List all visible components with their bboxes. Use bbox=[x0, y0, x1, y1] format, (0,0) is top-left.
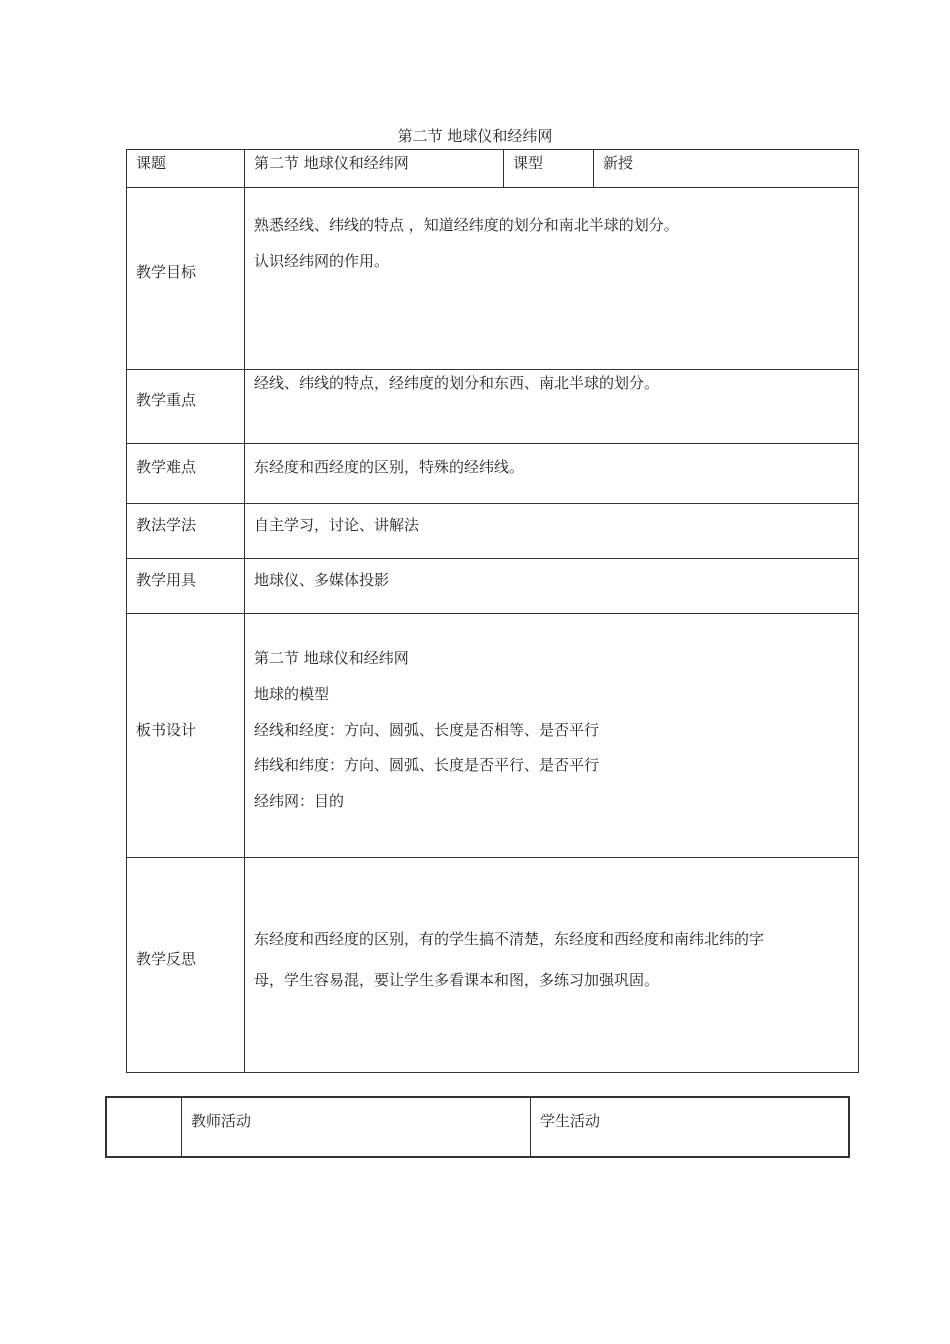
board-design-line: 纬线和纬度：方向、圆弧、长度是否平行、是否平行 bbox=[254, 756, 600, 774]
objectives-label: 教学目标 bbox=[136, 263, 197, 281]
activity-border-left bbox=[105, 1096, 107, 1158]
difficulties-text: 东经度和西经度的区别，特殊的经纬线。 bbox=[254, 458, 525, 476]
table-border-top bbox=[126, 149, 859, 150]
table-column-divider bbox=[244, 149, 245, 1073]
topic-label: 课题 bbox=[136, 154, 167, 172]
lesson-type-label: 课型 bbox=[513, 154, 544, 172]
table-border-left bbox=[126, 149, 127, 1073]
tools-label: 教学用具 bbox=[136, 571, 197, 589]
table-border-bottom bbox=[126, 1072, 859, 1073]
methods-label: 教法学法 bbox=[136, 516, 197, 534]
topic-value: 第二节 地球仪和经纬网 bbox=[254, 154, 409, 172]
key-points-text: 经线、纬线的特点，经纬度的划分和东西、南北半球的划分。 bbox=[254, 374, 660, 392]
table-border-right bbox=[858, 149, 859, 1073]
student-activity-header: 学生活动 bbox=[540, 1112, 601, 1130]
tools-text: 地球仪、多媒体投影 bbox=[254, 571, 390, 589]
table-row-divider bbox=[126, 503, 859, 504]
activity-column-divider bbox=[181, 1096, 182, 1158]
reflection-text: 东经度和西经度的区别，有的学生搞不清楚，东经度和西经度和南纬北纬的字 bbox=[254, 930, 765, 948]
table-column-divider bbox=[503, 149, 504, 187]
table-column-divider bbox=[593, 149, 594, 187]
table-row-divider bbox=[126, 187, 859, 188]
board-design-line: 经纬网：目的 bbox=[254, 792, 345, 810]
activity-border-bottom bbox=[105, 1156, 850, 1158]
activity-border-right bbox=[848, 1096, 850, 1158]
activity-column-divider bbox=[530, 1096, 531, 1158]
table-row-divider bbox=[126, 558, 859, 559]
table-row-divider bbox=[126, 369, 859, 370]
reflection-label: 教学反思 bbox=[136, 950, 197, 968]
table-row-divider bbox=[126, 443, 859, 444]
teacher-activity-header: 教师活动 bbox=[191, 1112, 252, 1130]
table-row-divider bbox=[126, 857, 859, 858]
objectives-line: 熟悉经线、纬线的特点 ，知道经纬度的划分和南北半球的划分。 bbox=[254, 216, 679, 234]
board-design-label: 板书设计 bbox=[136, 721, 197, 739]
methods-text: 自主学习，讨论、讲解法 bbox=[254, 516, 420, 534]
activity-border-top bbox=[105, 1096, 850, 1098]
lesson-type-value: 新授 bbox=[603, 154, 634, 172]
board-design-line: 经线和经度：方向、圆弧、长度是否相等、是否平行 bbox=[254, 721, 600, 739]
key-points-label: 教学重点 bbox=[136, 391, 197, 409]
board-design-line: 地球的模型 bbox=[254, 685, 330, 703]
table-row-divider bbox=[126, 613, 859, 614]
board-design-line: 第二节 地球仪和经纬网 bbox=[254, 649, 409, 667]
reflection-text: 母，学生容易混，要让学生多看课本和图，多练习加强巩固。 bbox=[254, 971, 660, 989]
difficulties-label: 教学难点 bbox=[136, 458, 197, 476]
objectives-line: 认识经纬网的作用。 bbox=[254, 252, 390, 270]
document-title: 第二节 地球仪和经纬网 bbox=[397, 127, 553, 145]
